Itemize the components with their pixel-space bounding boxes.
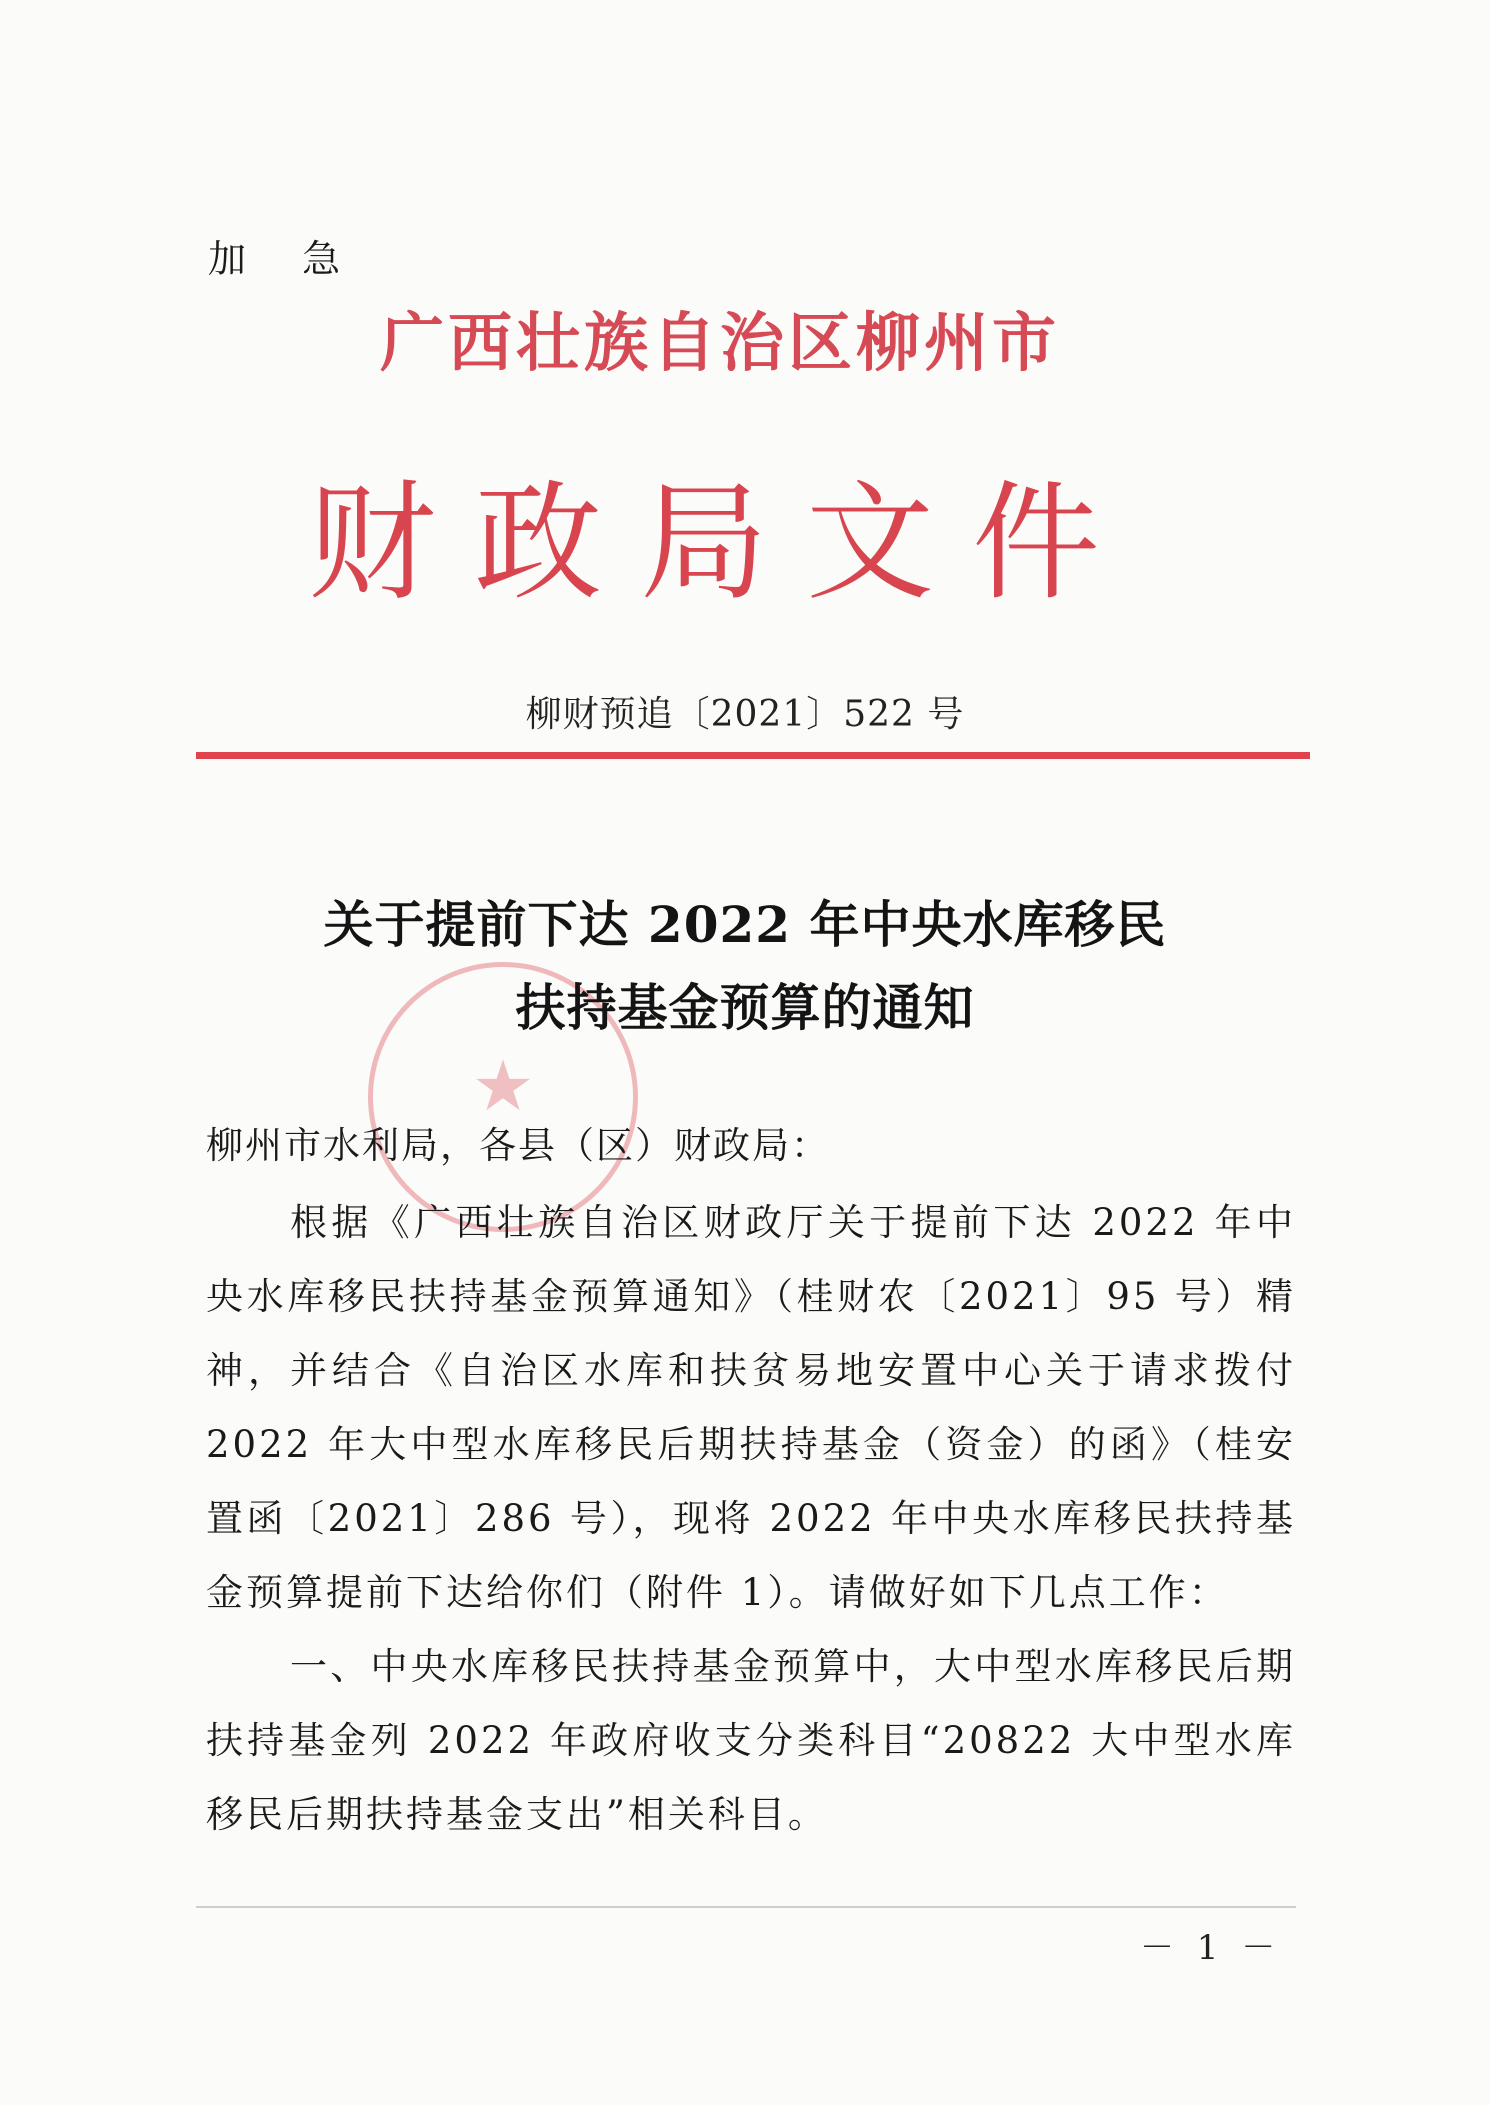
page-number: － 1 －	[1140, 1928, 1282, 1968]
document-title-line-1: 关于提前下达 2022 年中央水库移民	[323, 895, 1167, 954]
urgency-mark: 加 急	[208, 237, 363, 281]
document-type-header: 财政局文件	[308, 469, 1139, 618]
issuer-name: 广西壮族自治区柳州市	[380, 306, 1060, 381]
body-paragraph: 一、中央水库移民扶持基金预算中，大中型水库移民后期扶持基金列 2022 年政府收支分类科目“20822 大中型水库移民后期扶持基金支出”相关科目。	[206, 1645, 1296, 1836]
red-header-rule	[196, 752, 1310, 759]
document-number: 柳财预追〔2021〕522 号	[525, 694, 965, 735]
body-paragraph: 根据《广西壮族自治区财政厅关于提前下达 2022 年中央水库移民扶持基金预算通知》（桂财农〔2021〕95 号）精神，并结合《自治区水库和扶贫易地安置中心关于请求拨付 2022 年大中型水库移民后期扶持基金（资金）的函》（桂安置函〔2021〕286 号），现将 2022 年中央水库移民扶持基金预算提前下达给你们（附件 1）。请做好如下几点工作：	[206, 1201, 1296, 1614]
document-title-line-2: 扶持基金预算的通知	[515, 978, 975, 1037]
document-body	[206, 1186, 1296, 1852]
salutation: 柳州市水利局，各县（区）财政局：	[206, 1124, 830, 1167]
seal-star-icon: ★	[471, 1045, 535, 1127]
footer-divider	[196, 1906, 1296, 1908]
